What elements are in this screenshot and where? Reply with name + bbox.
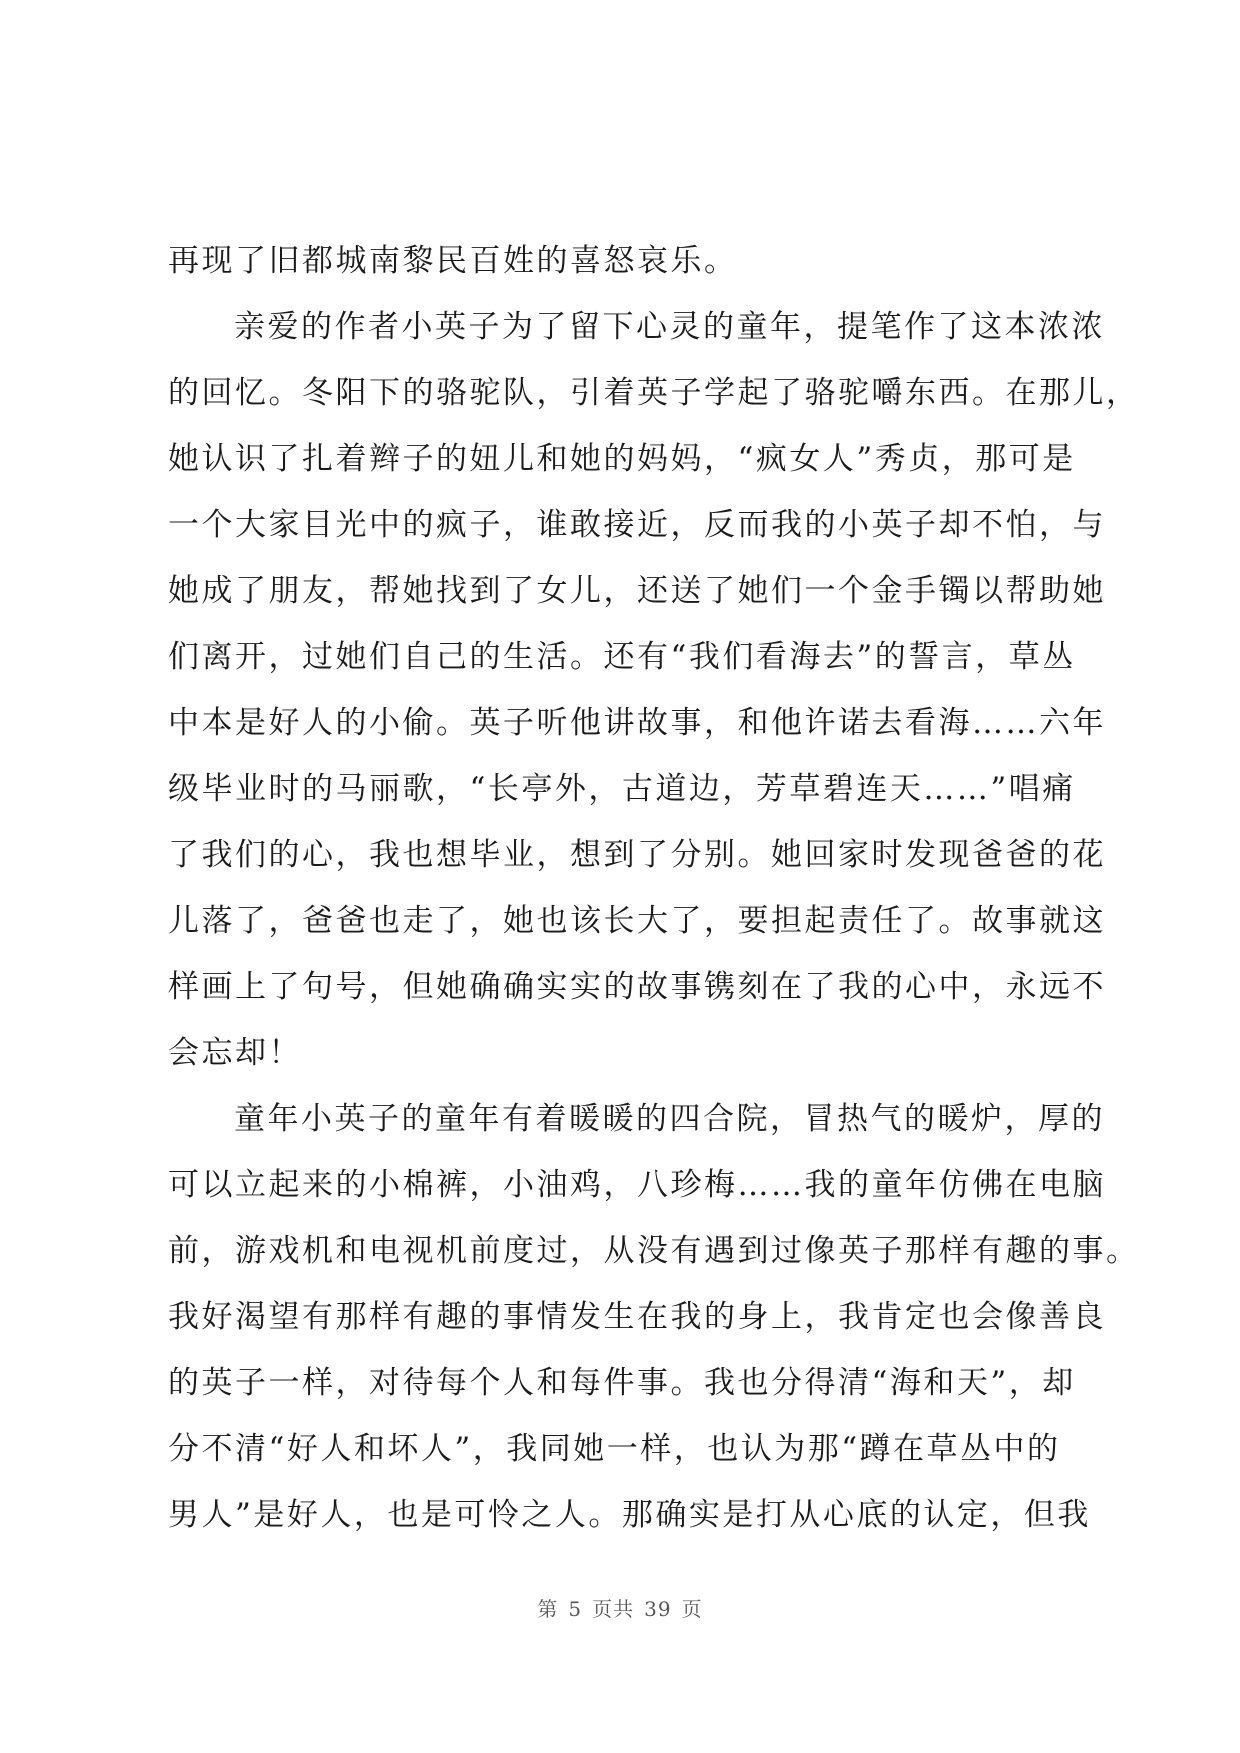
text-line-15: 可以立起来的小棉裤，小油鸡，八珍梅……我的童年仿佛在电脑 (168, 1167, 1106, 1203)
footer-prefix: 第 (537, 1597, 559, 1621)
text-line-13: 会忘却！ (168, 1035, 302, 1071)
page-footer (0, 1593, 1240, 1622)
text-line-2: 亲爱的作者小英子为了留下心灵的童年，提笔作了这本浓浓 (234, 309, 1105, 345)
text-line-11: 儿落了，爸爸也走了，她也该长大了，要担起责任了。故事就这 (168, 903, 1106, 939)
text-line-18: 的英子一样，对待每个人和每件事。我也分得清“海和天”，却 (168, 1365, 1076, 1401)
text-line-6: 她成了朋友，帮她找到了女儿，还送了她们一个金手镯以帮助她 (168, 573, 1106, 609)
text-line-20: 男人”是好人，也是可怜之人。那确实是打从心底的认定，但我 (168, 1497, 1091, 1533)
footer-current-page: 5 (568, 1597, 583, 1621)
footer-total-pages: 39 (644, 1597, 672, 1621)
text-line-1: 再现了旧都城南黎民百姓的喜怒哀乐。 (168, 243, 738, 279)
text-line-14: 童年小英子的童年有着暖暖的四合院，冒热气的暖炉，厚的 (234, 1101, 1105, 1137)
text-line-16: 前，游戏机和电视机前度过，从没有遇到过像英子那样有趣的事。 (168, 1233, 1140, 1269)
text-line-8: 中本是好人的小偷。英子听他讲故事，和他许诺去看海……六年 (168, 705, 1106, 741)
text-line-10: 了我们的心，我也想毕业，想到了分别。她回家时发现爸爸的花 (168, 837, 1106, 873)
text-line-4: 她认识了扎着辫子的妞儿和她的妈妈，“疯女人”秀贞，那可是 (168, 441, 1076, 477)
footer-suffix: 页 (681, 1597, 703, 1621)
text-line-7: 们离开，过她们自己的生活。还有“我们看海去”的誓言，草丛 (168, 639, 1076, 675)
body-text (168, 228, 1140, 1548)
text-line-5: 一个大家目光中的疯子，谁敢接近，反而我的小英子却不怕，与 (168, 507, 1106, 543)
text-line-19: 分不清“好人和坏人”，我同她一样，也认为那“蹲在草丛中的 (168, 1431, 1061, 1467)
text-line-9: 级毕业时的马丽歌，“长亭外，古道边，芳草碧连天……”唱痛 (168, 771, 1076, 807)
text-line-12: 样画上了句号，但她确确实实的故事镌刻在了我的心中，永远不 (168, 969, 1106, 1005)
text-line-17: 我好渴望有那样有趣的事情发生在我的身上，我肯定也会像善良 (168, 1299, 1106, 1335)
text-line-3: 的回忆。冬阳下的骆驼队，引着英子学起了骆驼嚼东西。在那儿， (168, 375, 1140, 411)
footer-middle: 页共 (592, 1597, 635, 1621)
